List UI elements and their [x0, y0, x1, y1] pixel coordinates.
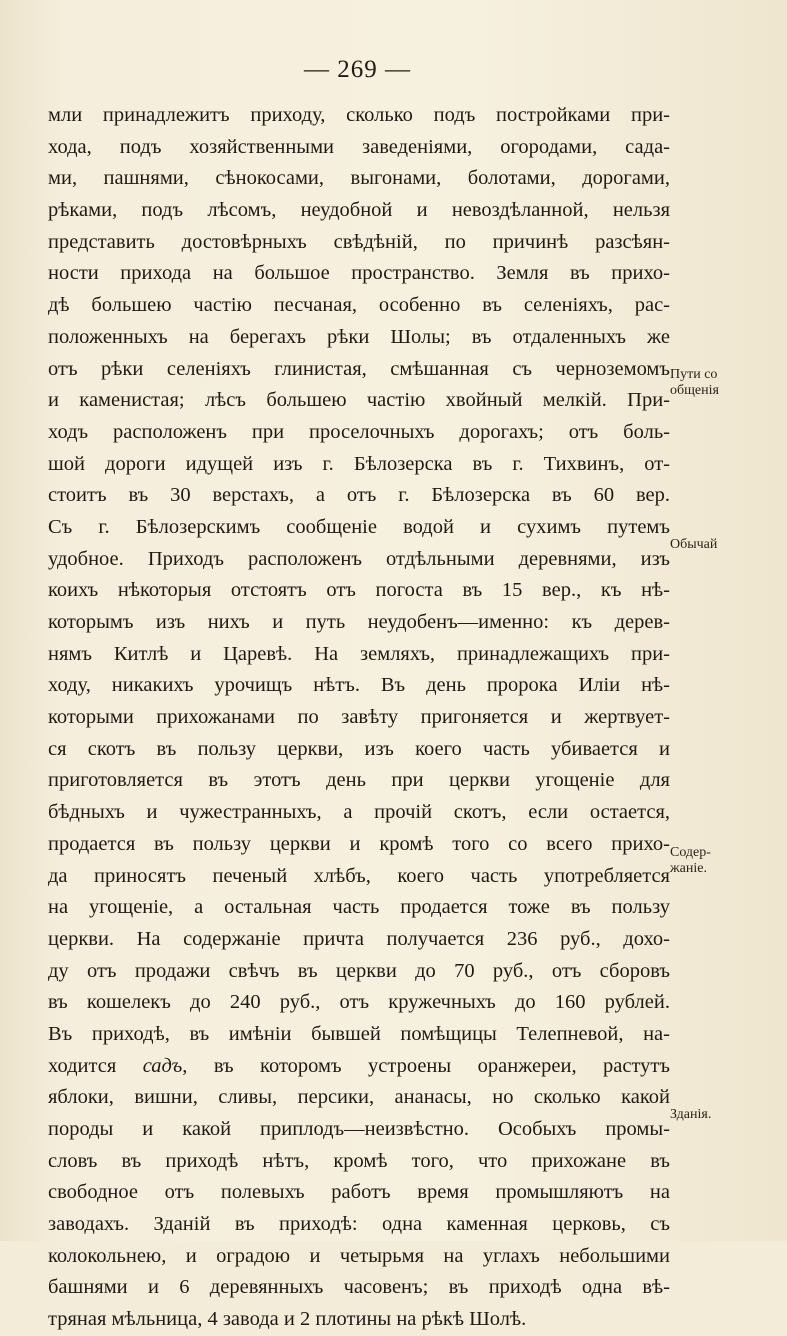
text-line: ми, пашнями, сѣнокосами, выгонами, болотами, дорогами,	[48, 167, 670, 190]
page-number: — 269 —	[304, 56, 411, 83]
text-line: приготовляется въ этотъ день при церкви угощенiе для	[48, 769, 670, 792]
text-line: заводахъ. Зданiй въ приходѣ: одна каменная церковь, съ	[48, 1213, 670, 1236]
margin-note-soderzhanie	[670, 845, 785, 877]
text-line: удобное. Приходъ расположенъ отдѣльными деревнями, изъ	[48, 547, 670, 570]
text-line: шой дороги идущей изъ г. Бѣлозерска въ г. Тихвинъ, от-	[48, 452, 670, 475]
text-line: Съ г. Бѣлозерскимъ сообщенiе водой и сухимъ путемъ	[48, 515, 670, 538]
text-line: рѣками, подъ лѣсомъ, неудобной и невоздѣланной, нельзя	[48, 199, 670, 222]
text-line: на угощенiе, а остальная часть продается тоже въ пользу	[48, 896, 670, 919]
margin-note-line: Содер-	[670, 845, 711, 860]
margin-note-line: общенія	[670, 383, 719, 398]
margin-note-obychai	[670, 537, 785, 553]
text-line: ду отъ продажи свѣчъ въ церкви до 70 руб., отъ сборовъ	[48, 959, 670, 982]
text-line: церкви. На содержанiе причта получается 236 руб., дохо-	[48, 927, 670, 950]
text-line: въ кошелекъ до 240 руб., отъ кружечныхъ до 160 рублей.	[48, 991, 670, 1014]
text-line: породы и какой приплодъ—неизвѣстно. Особыхъ промы-	[48, 1118, 670, 1140]
text-line: отъ рѣки селенiяхъ глинистая, смѣшанная съ черноземомъ	[48, 357, 670, 380]
margin-note-line: жаніе.	[670, 861, 707, 876]
text-line: дѣ большею частiю песчаная, особенно въ селенiяхъ, рас-	[48, 294, 670, 317]
text-line: яблоки, вишни, сливы, персики, ананасы, но сколько какой	[48, 1086, 670, 1109]
text-line: коихъ нѣкоторыя отстоятъ отъ погоста въ 15 вер., къ нѣ-	[48, 579, 670, 602]
text-line: мли принадлежитъ приходу, сколько подъ постройками при-	[48, 104, 670, 126]
margin-note-zdaniya	[670, 1107, 785, 1123]
text-line: ходу, никакихъ урочищъ нѣтъ. Въ день пророка Илiи нѣ-	[48, 674, 670, 697]
margin-note-line: Обычай	[670, 537, 718, 552]
text-line: Въ приходѣ, въ имѣнiи бывшей помѣщицы Телепневой, на-	[48, 1022, 670, 1045]
italic-word: садъ	[142, 1054, 183, 1077]
text-line: словъ въ приходѣ нѣтъ, кромѣ того, что прихожане въ	[48, 1149, 670, 1172]
text-line: тряная мѣльница, 4 завода и 2 плотины на рѣкѣ Шолѣ.	[48, 1308, 527, 1331]
text-line: колокольнею, и оградою и четырьмя на углахъ небольшими	[48, 1244, 670, 1267]
text-line: свободное отъ полевыхъ работъ время промышляютъ на	[48, 1181, 670, 1204]
text-segment: , въ которомъ устроены оранжереи, растутъ	[182, 1054, 670, 1077]
text-segment: ходится	[48, 1054, 143, 1077]
text-line: продается въ пользу церкви и кромѣ того со всего прихо-	[48, 832, 670, 855]
text-line: стоитъ въ 30 верстахъ, а отъ г. Бѣлозерска въ 60 вер.	[48, 484, 670, 507]
text-line: хода, подъ хозяйственными заведенiями, огородами, сада-	[48, 135, 670, 158]
text-line: представить достовѣрныхъ свѣдѣнiй, по причинѣ разсѣян-	[48, 230, 670, 253]
body-text	[48, 100, 670, 1336]
margin-note-line: Зданія.	[670, 1107, 712, 1122]
text-line: ся скотъ въ пользу церкви, изъ коего часть убивается и	[48, 737, 670, 760]
text-line: и каменистая; лѣсъ большею частiю хвойный мелкiй. При-	[48, 389, 670, 412]
text-line: да приносятъ печеный хлѣбъ, коего часть употребляется	[48, 864, 670, 887]
margin-note-line: Пути со	[670, 367, 718, 382]
text-line: которымъ изъ нихъ и путь неудобенъ—именно: къ дерев-	[48, 611, 670, 633]
margin-note-puti	[670, 367, 785, 399]
text-line	[48, 1051, 670, 1083]
text-line: бѣдныхъ и чужестранныхъ, а прочiй скотъ, если остается,	[48, 801, 670, 824]
text-line: башнями и 6 деревянныхъ часовенъ; въ приходѣ одна вѣ-	[48, 1276, 670, 1299]
text-line: положенныхъ на берегахъ рѣки Шолы; въ отдаленныхъ же	[48, 325, 670, 348]
text-line: которыми прихожанами по завѣту пригоняется и жертвует-	[48, 706, 670, 729]
text-line: нямъ Китлѣ и Царевѣ. На земляхъ, принадлежащихъ при-	[48, 642, 670, 665]
text-line: ходъ расположенъ при проселочныхъ дорогахъ; отъ боль-	[48, 420, 670, 443]
text-line: ности прихода на большое пространство. Земля въ прихо-	[48, 262, 670, 285]
